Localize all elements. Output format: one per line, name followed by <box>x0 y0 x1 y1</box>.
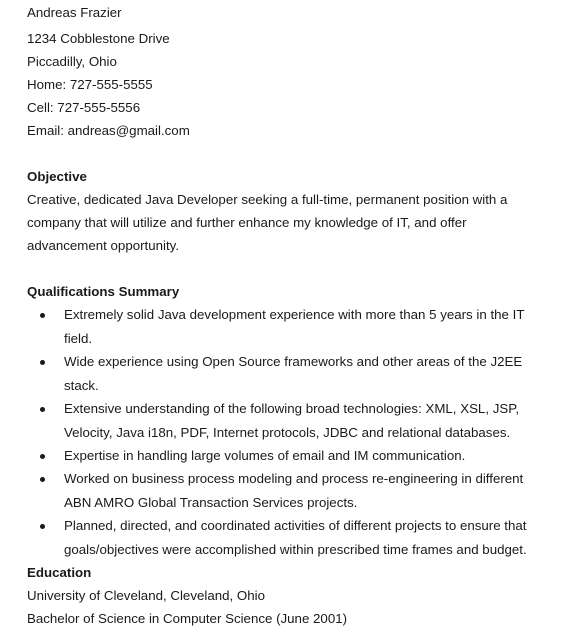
contact-email: Email: andreas@gmail.com <box>27 123 190 138</box>
qualification-item-line: Worked on business process modeling and process re-engineering in different <box>64 471 524 486</box>
qualification-item-line: Velocity, Java i18n, PDF, Internet protocols, JDBC and relational databases. <box>64 425 511 440</box>
bullet-dot-icon <box>40 454 45 459</box>
qualification-item-line: goals/objectives were accomplished within prescribed time frames and budget. <box>64 542 527 557</box>
objective-line: Creative, dedicated Java Developer seeking a full-time, permanent position with a <box>27 192 508 207</box>
contact-name: Andreas Frazier <box>27 5 122 20</box>
education-heading: Education <box>27 565 92 580</box>
bullet-dot-icon <box>40 477 45 482</box>
bullet-dot-icon <box>40 360 45 365</box>
qualification-item-line: Extremely solid Java development experience with more than 5 years in the IT <box>64 307 525 322</box>
education-school: University of Cleveland, Cleveland, Ohio <box>27 588 265 603</box>
qualifications-heading: Qualifications Summary <box>27 284 180 299</box>
objective-line: company that will utilize and further enhance my knowledge of IT, and offer <box>27 215 467 230</box>
bullet-dot-icon <box>40 407 45 412</box>
qualification-item-line: ABN AMRO Global Transaction Services projects. <box>64 495 358 510</box>
objective-heading: Objective <box>27 169 87 184</box>
contact-address-line2: Piccadilly, Ohio <box>27 54 117 69</box>
bullet-dot-icon <box>40 524 45 529</box>
education-degree: Bachelor of Science in Computer Science (June 2001) <box>27 611 348 626</box>
contact-home-phone: Home: 727-555-5555 <box>27 77 153 92</box>
bullet-dot-icon <box>40 313 45 318</box>
qualification-item-line: Extensive understanding of the following broad technologies: XML, XSL, JSP, <box>64 401 520 416</box>
qualification-item-line: Wide experience using Open Source frameworks and other areas of the J2EE <box>64 354 523 369</box>
objective-line: advancement opportunity. <box>27 238 180 253</box>
qualification-item-line: field. <box>64 331 93 346</box>
contact-cell-phone: Cell: 727-555-5556 <box>27 100 141 115</box>
qualification-item-line: Expertise in handling large volumes of email and IM communication. <box>64 448 466 463</box>
qualification-item-line: stack. <box>64 378 99 393</box>
qualification-item-line: Planned, directed, and coordinated activities of different projects to ensure that <box>64 518 527 533</box>
contact-address-line1: 1234 Cobblestone Drive <box>27 31 170 46</box>
